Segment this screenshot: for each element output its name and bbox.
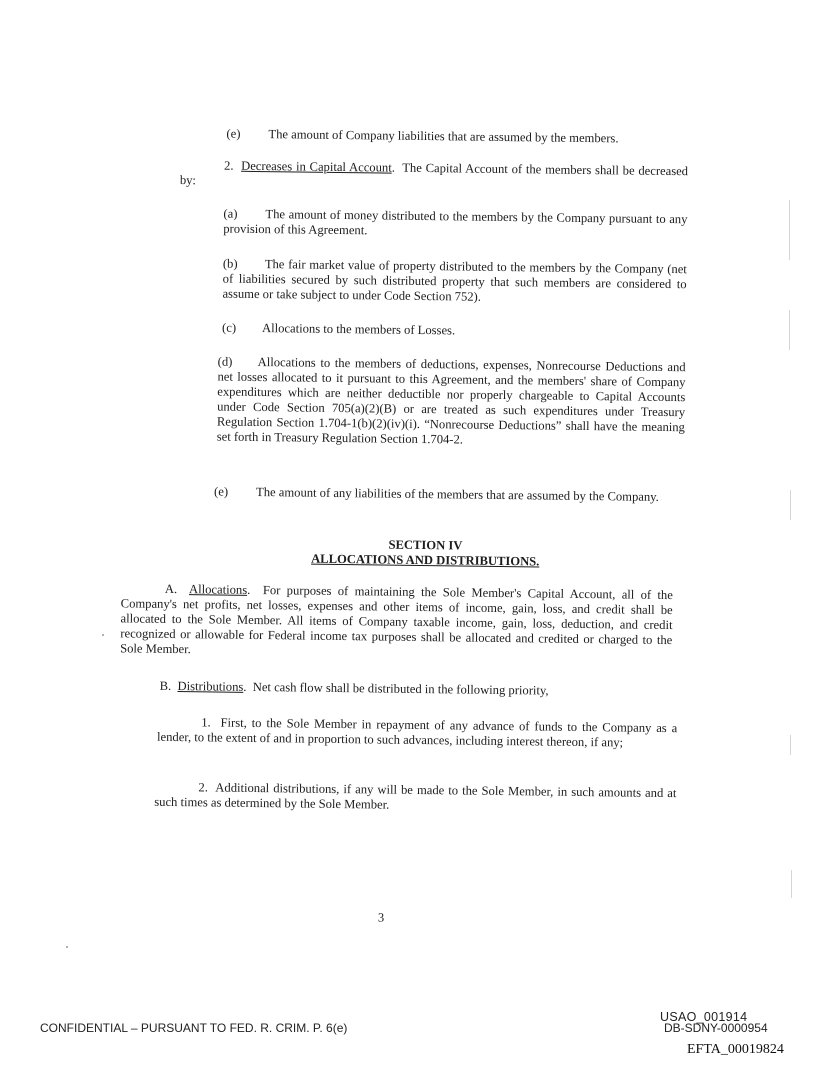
item-e-assumed-by-members	[226, 127, 686, 148]
efta-number: EFTA_00019824	[687, 1042, 784, 1057]
item-label: (c)	[222, 320, 237, 335]
item-label: (b)	[222, 256, 238, 271]
item-text: Additional distributions, if any will be made to the Sole Member, in such amounts and at such times as determined by the Sole Member.	[154, 780, 677, 812]
item-e-assumed-by-company	[214, 484, 680, 505]
allocations-label: A.	[164, 581, 178, 597]
item-text: The amount of any liabilities of the members that are assumed by the Company.	[256, 484, 659, 504]
item-text: The fair market value of property distributed to the members by the Company (net of liabilities secured by such distributed property that such members are considered to assume or take subject to under Code Section 752).	[222, 257, 687, 304]
item-text: First, to the Sole Member in repayment of any advance of funds to the Company as a lender, to the extent of and in proportion to such advances, including interest thereon, if any;	[157, 715, 678, 750]
bates-number: DB-SDNY-0000954	[664, 1021, 768, 1035]
scan-artifact	[791, 870, 792, 898]
scan-artifact	[790, 490, 791, 520]
item-label: (d)	[217, 354, 233, 369]
usao-number: USAO_001914	[660, 1010, 748, 1024]
item-text: Allocations to the members of Losses.	[262, 321, 456, 338]
item-label: (e)	[226, 126, 241, 141]
allocations-paragraph: A. Allocations. For purposes of maintaining the Sole Member's Capital Account, all of the Company's net profits, net losses, expenses and other items of income, gain, loss, and credit shall be allocated to the Sole Member. All items of Company taxable income, gain, loss, deduction, and credit recognized or allowable for Federal income tax purposes shall be allocated and credited or charged to the Sole Member.	[120, 581, 673, 657]
item-d-deductions	[217, 355, 686, 451]
item-label: 2.	[198, 780, 209, 795]
allocations-text: For purposes of maintaining the Sole Member's Capital Account, all of the Company's net profits, net losses, expenses and other items of income, gain, loss, and credit shall be allocated to the Sole Member. All items of Company taxable income, gain, loss, deduction, and credit recognized or allowable for Federal income tax purposes shall be allocated and credited or charged to the Sole Member.	[120, 583, 673, 657]
page-number: 3	[377, 910, 385, 925]
decreases-text: The Capital Account of the members shall be decreased by:	[179, 160, 689, 188]
distributions-paragraph: B. Distributions. Net cash flow shall be distributed in the following priority,	[159, 678, 549, 698]
decreases-number: 2.	[223, 158, 234, 173]
section-title: ALLOCATIONS AND DISTRIBUTIONS.	[311, 551, 540, 569]
distributions-heading: Distributions	[177, 679, 244, 694]
allocations-heading: Allocations	[188, 582, 248, 597]
item-label: (a)	[223, 206, 238, 221]
confidential-notice: CONFIDENTIAL – PURSUANT TO FED. R. CRIM. P. 6(e)	[40, 1021, 348, 1035]
item-label: 1.	[201, 715, 211, 730]
item-b-property-distributed	[222, 257, 687, 308]
distributions-text: Net cash flow shall be distributed in the following priority,	[252, 679, 549, 698]
scan-speck	[102, 634, 104, 636]
item-c-losses	[222, 321, 686, 342]
bates-stamp	[660, 1012, 768, 1034]
distributions-label: B.	[159, 678, 172, 693]
scan-artifact	[789, 200, 790, 260]
item-a-money-distributed	[223, 207, 687, 243]
item-text: Allocations to the members of deductions, expenses, Nonrecourse Deductions and net losses allocated to it pursuant to this Agreement, and the members' share of Company expenditures which are neither deductible nor properly chargeable to Capital Accounts under Code Section 705(a)(2)(B) or are treated as such expenditures under Treasury Regulation Section 1.704-1(b)(2)(iv)(i). “Nonrecourse Deductions” shall have the meaning set forth in Treasury Regulation Section 1.704-2.	[216, 355, 686, 447]
decreases-paragraph: 2. Decreases in Capital Account. The Capital Account of the members shall be decreased by:	[179, 158, 689, 188]
item-text: The amount of money distributed to the members by the Company pursuant to any provision of this Agreement.	[223, 207, 688, 238]
section-number: SECTION IV	[388, 537, 463, 553]
item-label: (e)	[214, 484, 229, 499]
scan-artifact	[790, 735, 791, 755]
item-text: The amount of Company liabilities that are assumed by the members.	[268, 127, 619, 146]
scan-artifact	[789, 310, 790, 350]
distribution-item-2	[154, 780, 676, 816]
decreases-heading: Decreases in Capital Account	[241, 158, 392, 175]
distribution-item-1	[157, 715, 677, 751]
scan-speck	[66, 946, 68, 948]
